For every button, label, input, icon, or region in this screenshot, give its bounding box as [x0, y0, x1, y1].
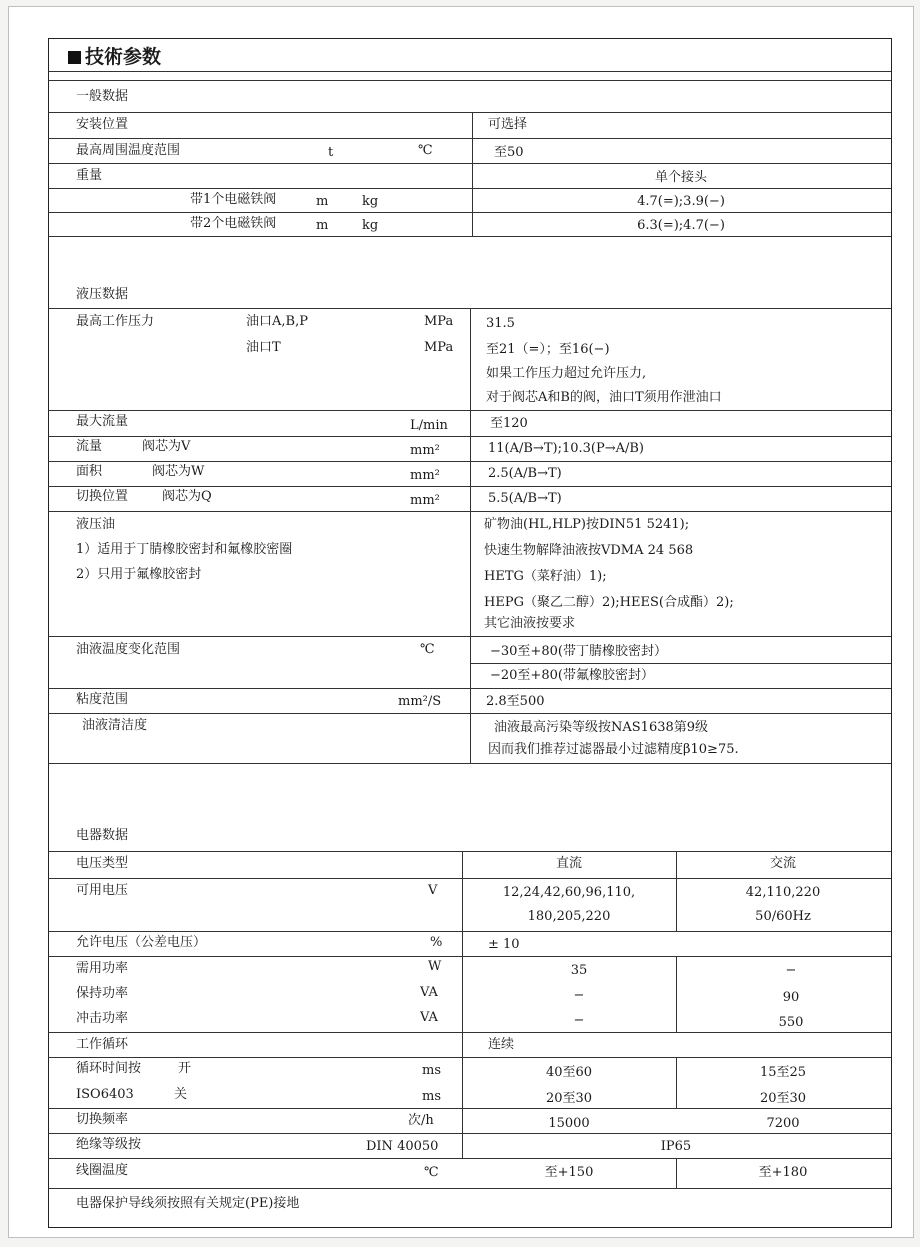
on-time-sub: 开	[178, 1061, 192, 1076]
coil-temp-dc: 至+150	[544, 1165, 594, 1180]
viscosity-label: 粘度范围	[76, 692, 129, 707]
viscosity-value: 2.8至500	[486, 694, 545, 709]
temp-value: 至50	[494, 145, 524, 160]
weight-row-1-value: 4.7(=);3.9(−)	[637, 194, 725, 209]
divider	[48, 71, 891, 72]
duty-value: 连续	[488, 1037, 515, 1052]
area-q-value: 5.5(A/B→T)	[488, 491, 562, 506]
weight-header: 单个接头	[654, 170, 707, 185]
area-q-spool: 阀芯为Q	[162, 489, 212, 504]
area-w-label: 面积	[76, 464, 103, 479]
temp-symbol: t	[328, 145, 334, 160]
insulation-value: IP65	[660, 1139, 692, 1154]
voltage-type-dc: 直流	[555, 856, 582, 871]
area-v-unit: mm²	[410, 443, 440, 458]
divider	[48, 138, 891, 139]
on-time-dc: 40至60	[545, 1065, 593, 1080]
temp-unit: ℃	[418, 143, 433, 158]
tolerance-unit: %	[430, 935, 443, 950]
divider	[48, 212, 891, 213]
tolerance-label: 允许电压（公差电压）	[76, 935, 207, 950]
weight-label: 重量	[76, 168, 103, 183]
area-q-unit: mm²	[410, 493, 440, 508]
divider	[48, 851, 891, 852]
power-surge-dc: −	[573, 1013, 585, 1028]
coil-temp-label: 线圈温度	[76, 1163, 129, 1178]
pressure-note-2: 对于阀芯A和B的阀，油口T须用作泄油口	[486, 390, 722, 405]
voltage-ac-1: 42,110,220	[745, 885, 821, 900]
ground-note: 电器保护导线须按照有关规定(PE)接地	[76, 1196, 300, 1211]
off-time-ac: 20至30	[759, 1091, 807, 1106]
power-surge-label: 冲击功率	[76, 1011, 129, 1026]
divider	[48, 1032, 891, 1033]
area-w-value: 2.5(A/B→T)	[488, 466, 562, 481]
voltage-label: 可用电压	[76, 883, 129, 898]
divider	[48, 163, 891, 164]
fluid-note-1: 1）适用于丁腈橡胶密封和氟橡胶密圈	[76, 542, 293, 557]
area-w-unit: mm²	[410, 468, 440, 483]
power-req-label: 需用功率	[76, 961, 129, 976]
mount-label: 安装位置	[76, 117, 129, 132]
area-w-spool: 阀芯为W	[152, 464, 205, 479]
tolerance-value: ± 10	[488, 937, 520, 952]
off-time-sub: 关	[174, 1087, 188, 1102]
freq-unit: 次/h	[408, 1113, 434, 1128]
flow-unit: L/min	[410, 418, 448, 433]
power-hold-dc: −	[573, 988, 585, 1003]
divider	[48, 763, 891, 764]
weight-row-1-label: 带1个电磁铁阀	[190, 192, 277, 207]
fluid-value-3: HETG（菜籽油）1);	[484, 569, 607, 584]
power-hold-unit: VA	[420, 985, 438, 1000]
cleanliness-label: 油液清洁度	[82, 718, 148, 733]
coil-temp-unit: ℃	[424, 1165, 439, 1180]
area-v-value: 11(A/B→T);10.3(P→A/B)	[488, 441, 644, 456]
on-time-unit: ms	[422, 1063, 441, 1078]
voltage-dc-1: 12,24,42,60,96,110,	[502, 885, 636, 900]
square-bullet-icon	[68, 51, 81, 64]
freq-ac: 7200	[766, 1116, 800, 1131]
on-time-ac: 15至25	[759, 1065, 807, 1080]
off-time-unit: ms	[422, 1089, 441, 1104]
divider	[48, 878, 891, 879]
flow-label: 最大流量	[76, 414, 129, 429]
weight-row-2-symbol: m	[316, 218, 329, 233]
pressure-note-1: 如果工作压力超过允许压力,	[486, 366, 647, 381]
power-hold-ac: 90	[782, 990, 800, 1005]
power-req-dc: 35	[570, 963, 588, 978]
freq-label: 切换频率	[76, 1112, 129, 1127]
power-req-unit: W	[428, 959, 442, 974]
column-divider	[470, 308, 471, 763]
power-req-ac: −	[785, 963, 797, 978]
on-time-label: 循环时间按	[76, 1061, 142, 1076]
pressure-t-value: 至21（=）；至16(−)	[486, 342, 610, 357]
weight-row-1-symbol: m	[316, 194, 329, 209]
power-surge-unit: VA	[420, 1010, 438, 1025]
off-time-label: ISO6403	[76, 1087, 134, 1102]
divider	[48, 188, 891, 189]
section-general: 一般数据	[76, 89, 129, 104]
fluid-note-2: 2）只用于氟橡胶密封	[76, 567, 202, 582]
insulation-label: 绝缘等级按	[76, 1137, 142, 1152]
weight-row-2-value: 6.3(=);4.7(−)	[637, 218, 725, 233]
voltage-unit: V	[428, 883, 438, 898]
pressure-t-unit: MPa	[424, 340, 454, 355]
divider	[48, 112, 891, 113]
area-v-label: 流量	[76, 439, 103, 454]
section-hydraulic: 液压数据	[76, 287, 129, 302]
temp-label: 最高周围温度范围	[76, 143, 181, 158]
fluid-label: 液压油	[76, 517, 116, 532]
voltage-type-ac: 交流	[769, 856, 796, 871]
freq-dc: 15000	[548, 1116, 590, 1131]
voltage-dc-2: 180,205,220	[527, 909, 611, 924]
divider	[48, 80, 891, 81]
duty-label: 工作循环	[76, 1037, 129, 1052]
divider	[48, 236, 891, 237]
viscosity-unit: mm²/S	[398, 694, 442, 709]
divider	[48, 1188, 891, 1189]
mount-value: 可选择	[488, 117, 528, 132]
voltage-type-label: 电压类型	[76, 856, 129, 871]
power-surge-ac: 550	[778, 1015, 804, 1030]
page-title: 技術参数	[68, 42, 161, 69]
pressure-label: 最高工作压力	[76, 314, 155, 329]
fluid-value-1: 矿物油(HL,HLP)按DIN51 5241);	[484, 517, 690, 532]
weight-row-2-unit: kg	[362, 218, 379, 233]
divider	[470, 663, 891, 664]
fluid-value-4: HEPG（聚乙二醇）2);HEES(合成酯）2);	[484, 595, 734, 610]
power-hold-label: 保持功率	[76, 986, 129, 1001]
fluid-temp-value-1: −30至+80(带丁腈橡胶密封）	[490, 644, 667, 659]
divider	[48, 1057, 891, 1058]
pressure-abp-port: 油口A,B,P	[246, 314, 308, 329]
cleanliness-value-1: 油液最高污染等级按NAS1638第9级	[494, 720, 709, 735]
voltage-ac-2: 50/60Hz	[755, 909, 811, 924]
area-v-spool: 阀芯为V	[142, 439, 191, 454]
section-electrical: 电器数据	[76, 828, 129, 843]
pressure-abp-value: 31.5	[486, 316, 515, 331]
divider	[48, 1133, 891, 1134]
insulation-standard: DIN 40050	[366, 1139, 439, 1154]
weight-row-1-unit: kg	[362, 194, 379, 209]
pressure-t-port: 油口T	[246, 340, 281, 355]
divider	[48, 956, 891, 957]
divider	[48, 931, 891, 932]
weight-row-2-label: 带2个电磁铁阀	[190, 216, 277, 231]
coil-temp-ac: 至+180	[758, 1165, 808, 1180]
fluid-temp-value-2: −20至+80(带氟橡胶密封）	[490, 668, 654, 683]
area-q-label: 切换位置	[76, 489, 129, 504]
fluid-temp-unit: ℃	[420, 642, 435, 657]
flow-value: 至120	[490, 416, 528, 431]
pressure-abp-unit: MPa	[424, 314, 454, 329]
fluid-value-5: 其它油液按要求	[484, 616, 576, 631]
off-time-dc: 20至30	[545, 1091, 593, 1106]
cleanliness-value-2: 因而我们推荐过滤器最小过滤精度β10≥75.	[488, 742, 739, 757]
fluid-temp-label: 油液温度变化范围	[76, 642, 181, 657]
divider	[48, 1108, 891, 1109]
fluid-value-2: 快速生物解降油液按VDMA 24 568	[484, 543, 694, 558]
divider	[48, 1158, 891, 1159]
